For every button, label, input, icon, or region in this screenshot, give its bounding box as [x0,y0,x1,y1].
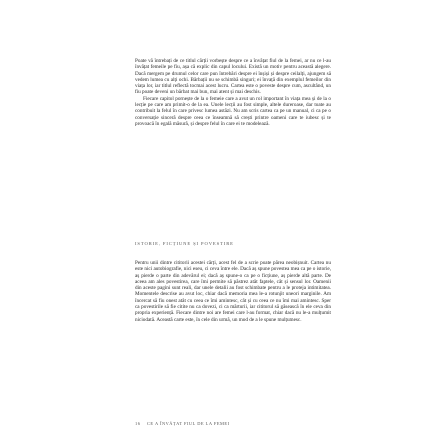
section-heading: ISTORIE, FICȚIUNE ȘI POVESTIRE [135,241,234,246]
body-text-section-1 [135,58,331,127]
paragraph: Pentru unii dintre cititorii acestei cărți, acest fel de a scrie poate părea neobișnuit. Cartea nu este nici autobiografie, nici eseu, ci ceva între ele. Dacă aș spune povestea mea ca pe o istorie, aș pierde o parte din adevărul ei; dacă aș spune-o ca pe o ficțiune, aș pierde altă parte. De aceea am ales povestirea, care îmi permite să păstrez atât faptele, cât și sensul lor. Oamenii din aceste pagini sunt reali, dar unele detalii au fost schimbate pentru a le proteja intimitatea. Momentele descrise au avut loc, chiar dacă memoria mea le-a rotunjit uneori marginile. Am încercat să fiu onest atât cu ceea ce îmi amintesc, cât și cu ceea ce nu îmi mai amintesc. Sper ca povestirile să fie citite nu ca dovezi, ci ca mărturii, iar cititorul să găsească în ele ceva din propria experiență. Fiecare dintre noi are femei care l-au format, chiar dacă nu le-a mulțumit niciodată. Această carte este, în cele din urmă, un mod de a le spune mulțumesc. [135,260,331,323]
paragraph: Poate vă întrebați de ce titlul cărții vorbește despre ce a învățat fiul de la femei, ar nu ce l-au învățat femeile pe fiu, așa că explic din capul locului. Există un motiv pentru această alegere. Dacă mergem pe drumul celor care pun întrebări despre ei înșiși și despre ceilalți, ajungem să vedem lumea cu alți ochi. Bărbații nu se schimbă singuri; ei învață din exemplul femeilor din viața lor, iar titlul reflectă tocmai acest lucru. Cartea este o poveste despre cum, ascultând, un fiu poate deveni un bărbat mai bun, mai atent și mai deschis. [135,58,331,96]
body-text-section-2 [135,260,331,323]
paragraph: Fiecare capitol pornește de la o femeie care a avut un rol important în viața mea și de la o lecție pe care am primit-o de la ea. Unele lecții au fost simple, altele dureroase, dar toate au contribuit la felul în care privesc lumea astăzi. Nu am scris cartea ca pe un manual, ci ca pe o conversație sinceră despre ceea ce înseamnă să crești printre oameni care te iubesc și te provoacă în egală măsură, și despre felul în care ei te modelează. [135,95,331,127]
page-number: 16 [135,421,141,426]
page-footer [135,421,331,426]
running-title: CE A ÎNVĂȚAT FIUL DE LA FEMEI [147,421,230,426]
